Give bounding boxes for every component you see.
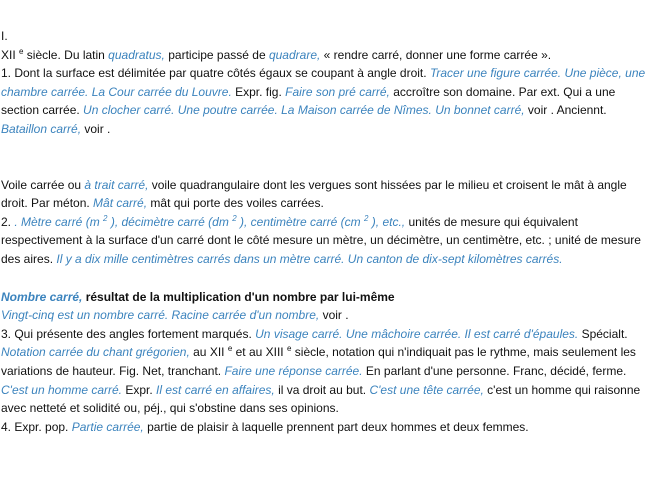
superscript: e xyxy=(286,344,292,354)
spacer xyxy=(1,139,651,176)
text-run: et au XIII xyxy=(232,345,287,360)
text-run: participe passé de xyxy=(164,47,269,62)
example-text: Bataillon carré, xyxy=(1,121,82,136)
example-text: ), décimètre carré (dm xyxy=(107,214,233,229)
text-run: XII xyxy=(1,47,20,62)
text-run: voile quadrangulaire dont les vergues sont hissées par le milieu et croisent le mât à angle droit. Par méton. xyxy=(1,177,627,211)
example-text: ), etc., xyxy=(368,214,406,229)
text-run: Expr. fig. xyxy=(231,84,286,99)
example-text: Partie carrée, xyxy=(71,419,144,434)
text-run: unités de mesure qui équivalent respectivement à la surface d'un carré dont le côté mesure un mètre, un décimètre, un centimètre, etc. ; unité de mesure des aires. xyxy=(1,214,641,266)
headword-link: Nombre carré, xyxy=(1,289,83,304)
bold-text: résultat de la multiplication d'un nombre par lui-même xyxy=(82,289,395,304)
text-run: voir . xyxy=(81,121,111,136)
example-text: C'est un homme carré. xyxy=(1,382,123,397)
sense-4-paragraph xyxy=(1,418,651,437)
example-text: Un visage carré. Une mâchoire carrée. Il est carré d'épaules. xyxy=(255,326,579,341)
text-run: partie de plaisir à laquelle prennent part deux hommes et deux femmes. xyxy=(143,419,529,434)
text-run: Expr. xyxy=(122,382,157,397)
example-text: Faire son pré carré, xyxy=(285,84,390,99)
text-run: 3. Qui présente des angles fortement marqués. xyxy=(1,326,256,341)
text-run: il va droit au but. xyxy=(274,382,370,397)
example-text: C'est une tête carrée, xyxy=(369,382,484,397)
sense-3-paragraph xyxy=(1,325,651,418)
etymology-paragraph xyxy=(1,46,651,65)
voile-carree-paragraph xyxy=(1,176,651,213)
text-run: Voile carrée ou xyxy=(1,177,85,192)
text-run: voir . Anciennt. xyxy=(524,103,607,118)
definition-document xyxy=(1,27,651,436)
text-run: 4. Expr. pop. xyxy=(1,419,72,434)
roman-numeral: I. xyxy=(1,29,8,43)
example-text: . Mètre carré (m xyxy=(14,214,104,229)
nombre-carre-example xyxy=(1,306,651,325)
text-run: siècle, notation qui n'indiquait pas le rythme, mais seulement les variations de hauteur. Fig. Net, tranchant. xyxy=(1,345,636,378)
nombre-carre-paragraph xyxy=(1,288,651,307)
superscript: 2 xyxy=(103,213,108,223)
superscript: 2 xyxy=(232,213,237,223)
superscript: e xyxy=(19,46,24,56)
example-text: quadratus, xyxy=(108,47,165,62)
text-run: 1. Dont la surface est délimitée par quatre côtés égaux se coupant à angle droit. xyxy=(1,66,430,81)
text-run: « rendre carré, donner une forme carrée ». xyxy=(320,47,552,62)
example-text: Notation carrée du chant grégorien, xyxy=(1,345,190,360)
example-text: Mât carré, xyxy=(93,196,148,211)
text-run: accroître son domaine. Par ext. Qui a une section carrée. xyxy=(1,84,616,118)
sense-1-paragraph xyxy=(1,64,651,138)
example-text: quadrare, xyxy=(268,47,321,62)
spacer xyxy=(1,269,651,288)
text-run: siècle. Du latin xyxy=(23,47,109,62)
example-text: Tracer une figure carrée. Une pièce, une chambre carrée. La Cour carrée du Louvre. xyxy=(1,66,646,99)
text-run: Spécialt. xyxy=(578,326,628,341)
text-run: voir . xyxy=(319,308,349,323)
text-run: En parlant d'une personne. Franc, décidé, ferme. xyxy=(362,363,627,378)
example-text: Il y a dix mille centimètres carrés dans un mètre carré. Un canton de dix-sept kilomètres carrés. xyxy=(56,251,563,266)
example-text: Vingt-cinq est un nombre carré. Racine carrée d'un nombre, xyxy=(1,308,320,323)
text-run: mât qui porte des voiles carrées. xyxy=(147,196,324,211)
text-run: au XII xyxy=(189,345,228,360)
example-text: Un clocher carré. Une poutre carrée. La Maison carrée de Nîmes. Un bonnet carré, xyxy=(83,103,525,118)
superscript: 2 xyxy=(364,213,369,223)
sense-2-paragraph xyxy=(1,213,651,269)
text-run: 2. xyxy=(1,214,15,229)
example-text: Faire une réponse carrée. xyxy=(224,363,363,378)
example-text: ), centimètre carré (cm xyxy=(236,214,364,229)
example-text: Il est carré en affaires, xyxy=(156,382,275,397)
superscript: e xyxy=(227,344,233,354)
example-text: à trait carré, xyxy=(84,177,149,192)
text-run: c'est un homme qui raisonne avec netteté et solidité ou, péj., qui s'obstine dans ses opinions. xyxy=(1,382,641,416)
